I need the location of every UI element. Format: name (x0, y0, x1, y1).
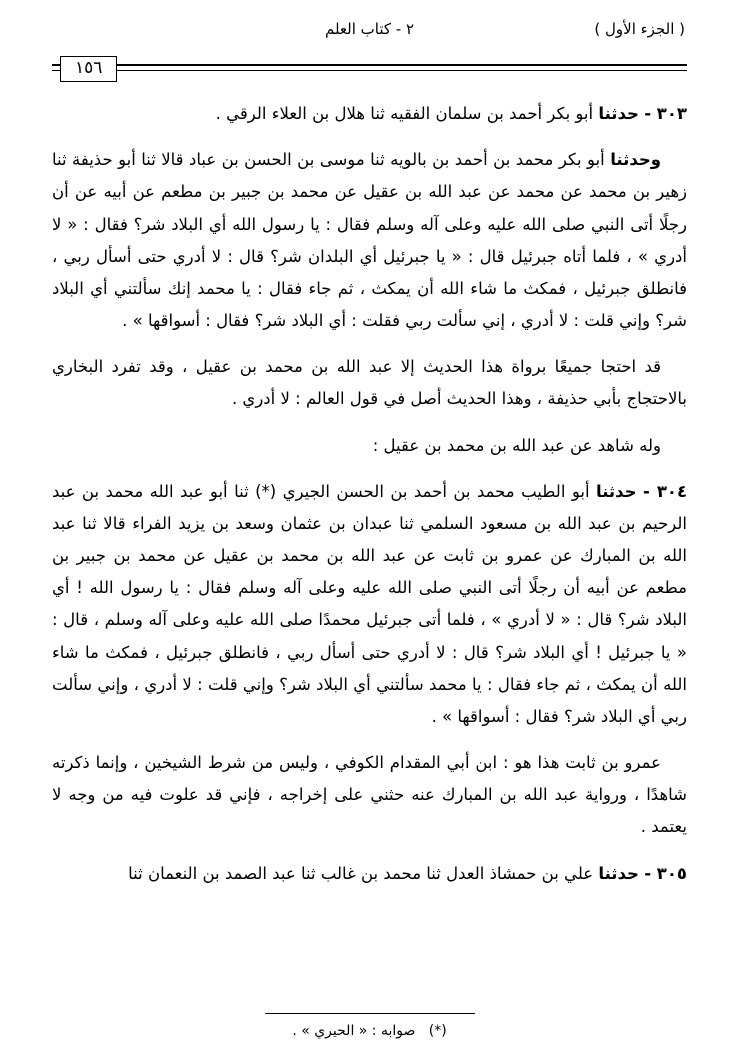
hadith-text-303: أبو بكر أحمد بن سلمان الفقيه ثنا هلال بن العلاء الرقي . (215, 104, 594, 123)
hadith-entry-303 (52, 98, 687, 130)
header-rule-thick (52, 64, 687, 66)
footnote-line (52, 1020, 687, 1042)
commentary-paragraph-1: قد احتجا جميعًا برواة هذا الحديث إلا عبد الله بن محمد بن عقيل ، وقد تفرد البخاري بالاحتجاج بأبي حذيفة ، وهذا الحديث أصل في قول العالم : لا أدري . (52, 357, 687, 409)
hadith-text-303-continued: أبو بكر محمد بن أحمد بن بالويه ثنا موسى بن الحسن بن عباد قالا ثنا أبو حذيفة ثنا زهير بن محمد عن محمد عن عبد الله بن عقيل عن محمد بن جبير بن مطعم عن أبيه عن أن رجلًا أتى النبي صلى الله عليه وعلى آله وسلم فقال : يا رسول الله أي البلاد شر؟ فقال : « لا أدري » ، فلما أتاه جبرئيل قال : « يا جبرئيل أي البلدان شر؟ قال : لا أدري حتى أسأل ربي ، فانطلق جبرئيل ، فمكث ما شاء الله أن يمكث ، ثم جاء فقال : يا محمد إنك سألتني أي البلاد شر؟ وإني قلت : لا أدري ، إني سألت ربي فقلت : أي البلاد شر؟ فقال : أسواقها » . (52, 150, 687, 331)
hadith-entry-303-continued (52, 144, 687, 337)
page-number: ١٥٦ (60, 56, 117, 82)
hadith-lead-305: حدثنا (598, 863, 639, 883)
page-header (52, 18, 687, 48)
hadith-lead-303-continued: وحدثنا (610, 150, 662, 170)
header-chapter-title: ٢ - كتاب العلم (324, 20, 415, 38)
footnote-content: صوابه : « الحيري » . (292, 1022, 416, 1039)
header-volume-label: ( الجزء الأول ) (594, 20, 685, 38)
hadith-number-303: ٣٠٣ - (644, 104, 687, 123)
hadith-entry-305 (52, 858, 687, 890)
hadith-number-305: ٣٠٥ - (644, 863, 687, 883)
hadith-entry-304 (52, 476, 687, 733)
footnote-divider (265, 1013, 475, 1014)
hadith-text-305: علي بن حمشاذ العدل ثنا محمد بن غالب ثنا عبد الصمد بن النعمان ثنا (128, 863, 594, 883)
hadith-number-304: ٣٠٤ - (643, 481, 688, 501)
page-body (52, 98, 687, 890)
header-rule-group (52, 56, 687, 84)
header-rule-thin (52, 70, 687, 71)
hadith-lead-304: حدثنا (596, 481, 637, 501)
footnote-area (52, 1013, 687, 1042)
footnote-marker: (*) (428, 1022, 447, 1039)
hadith-text-304: أبو الطيب محمد بن أحمد بن الحسن الجيري (*) ثنا أبو عبد الله محمد بن عبد الرحيم بن عبد الله بن مسعود السلمي ثنا عبدان بن عثمان وسعد بن يزيد الفراء قالا ثنا عبد الله بن المبارك عن عمرو بن ثابت عن عبد الله بن محمد بن عقيل عن محمد بن جبير بن مطعم عن أبيه أن رجلًا أتى النبي صلى الله عليه وعلى آله وسلم فقال : يا رسول الله ! أي البلاد شر؟ قال : « لا أدري » ، فلما أتى جبرئيل محمدًا صلى الله عليه وعلى آله وسلم ، قال : « يا جبرئيل ! أي البلاد شر؟ قال : لا أدري حتى أسأل ربي ، فانطلق جبرئيل ، فمكث ما شاء الله أن يمكث ، ثم جاء فقال : يا محمد سألتني أي البلاد شر؟ وإني قلت : لا أدري ، وإني سألت ربي أي البلاد شر؟ فقال : أسواقها » . (52, 481, 687, 726)
commentary-paragraph-2: عمرو بن ثابت هذا هو : ابن أبي المقدام الكوفي ، وليس من شرط الشيخين ، وإنما ذكرته شاهدًا ، ورواية عبد الله بن المبارك عنه حثني على إخراجه ، فإني قد علوت فيه من وجه لا يعتمد . (52, 753, 687, 837)
shahid-lead-paragraph: وله شاهد عن عبد الله بن محمد بن عقيل : (372, 435, 661, 455)
hadith-lead-303: حدثنا (598, 104, 639, 123)
